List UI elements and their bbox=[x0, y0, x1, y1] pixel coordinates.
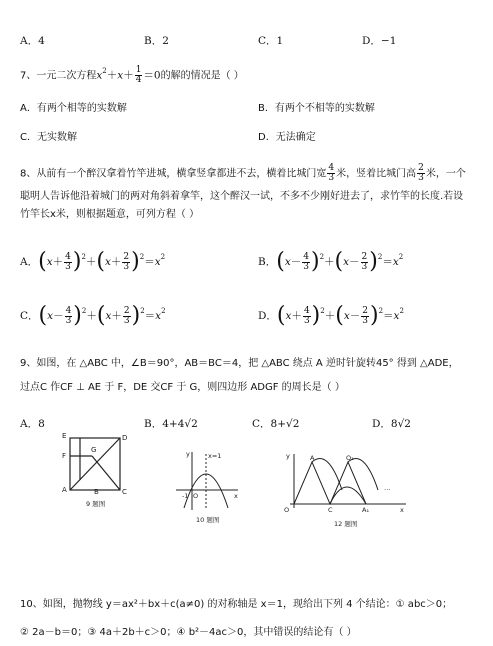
figure-9 bbox=[58, 430, 138, 510]
svg-text:x=1: x=1 bbox=[208, 452, 222, 460]
figure-12-caption: 12 题图 bbox=[334, 520, 358, 528]
svg-text:y: y bbox=[286, 452, 290, 460]
q8-line-2: 聪明人告诉他沿着城门的两对角斜着拿竿，这个醉汉一试，不多不少刚好进去了，求竹竿的长度.若设 bbox=[20, 191, 464, 202]
q6-option-c: C．1 bbox=[258, 35, 284, 47]
svg-text:x: x bbox=[400, 506, 404, 514]
svg-text:O₁: O₁ bbox=[346, 454, 354, 462]
q8-option-c: C．(x－ $\frac{4}{3}$ )$^2$＋(x＋ $\frac{2}{3}$ )$^2=x^2$ bbox=[20, 303, 166, 328]
q10-line-2: ② 2a－b＝0；③ 4a＋2b＋c＞0；④ b²－4ac＞0，其中错误的结论有（ ） bbox=[20, 627, 357, 638]
svg-text:A: A bbox=[310, 454, 315, 462]
q7-stem-prefix: 7、一元二次方程 bbox=[20, 70, 97, 82]
svg-text:A₁: A₁ bbox=[362, 506, 370, 514]
q9-option-d: D．8√2 bbox=[372, 418, 411, 430]
q9-option-b: B．4+4√2 bbox=[144, 418, 198, 430]
svg-text:D: D bbox=[122, 434, 128, 442]
q7-stem: 7、一元二次方程$x^2+x+$ $\frac{1}{4}$ ＝0的解的情况是（ ） bbox=[20, 65, 244, 85]
q7-option-d: D．无法确定 bbox=[258, 132, 316, 143]
svg-text:x: x bbox=[234, 492, 238, 500]
svg-text:E: E bbox=[62, 432, 67, 440]
svg-text:A: A bbox=[62, 486, 67, 494]
q8-line-3: 竹竿长x米，则根据题意，可列方程（ ） bbox=[20, 209, 200, 220]
figure-12 bbox=[280, 450, 410, 532]
svg-text:y: y bbox=[186, 450, 190, 458]
q8-option-d: D．(x＋ $\frac{4}{3}$ )$^2$＋(x－ $\frac{2}{3}$ )$^2=x^2$ bbox=[258, 303, 404, 328]
q10-line-1: 10、如图，抛物线 y＝ax²＋bx＋c(a≠0) 的对称轴是 x＝1，现给出下列 4 个结论：① abc＞0； bbox=[20, 599, 453, 610]
figure-10-caption: 10 题图 bbox=[196, 516, 220, 524]
q7-option-b: B．有两个不相等的实数解 bbox=[258, 103, 375, 114]
svg-text:G: G bbox=[91, 446, 97, 454]
svg-text:O: O bbox=[284, 506, 290, 514]
q7-option-a: A．有两个相等的实数解 bbox=[20, 103, 127, 114]
q9-option-a: A．8 bbox=[20, 418, 45, 430]
q9-line-2: 过点C 作CF ⊥ AE 于 F，DE 交CF 于 G，则四边形 ADGF 的周长是（ ） bbox=[20, 382, 345, 393]
figure-10 bbox=[172, 448, 242, 528]
q8-line-1: 8、从前有一个醉汉拿着竹竿进城，横拿竖拿都进不去，横着比城门宽 $\frac{4}{3}$ 米，竖着比城门高 $\frac{2}{3}$ 米，一个 bbox=[20, 163, 466, 183]
q6-option-d: D．−1 bbox=[362, 35, 397, 47]
q6-option-b: B．2 bbox=[144, 35, 169, 47]
svg-text:F: F bbox=[62, 452, 67, 460]
svg-text:C: C bbox=[122, 488, 127, 496]
svg-text:…: … bbox=[384, 484, 391, 492]
svg-text:-1: -1 bbox=[182, 492, 189, 500]
q8-option-a: A．(x＋ $\frac{4}{3}$ )$^2$＋(x＋ $\frac{2}{3}$ )$^2=x^2$ bbox=[20, 249, 166, 274]
q9-line-1: 9、如图，在 △ABC 中，∠B＝90°，AB＝BC＝4，把 △ABC 绕点 A 逆时针旋转45° 得到 △ADE， bbox=[20, 358, 459, 369]
svg-text:O: O bbox=[193, 492, 199, 500]
q7-stem-suffix: 的解的情况是（ ） bbox=[160, 70, 244, 82]
q8-option-b: B．(x－ $\frac{4}{3}$ )$^2$＋(x－ $\frac{2}{3}$ )$^2=x^2$ bbox=[258, 249, 404, 274]
q6-option-a: A．4 bbox=[20, 35, 45, 47]
svg-text:C: C bbox=[328, 506, 333, 514]
figure-9-caption: 9 题图 bbox=[86, 500, 106, 508]
svg-text:B: B bbox=[94, 488, 99, 496]
q9-option-c: C．8+√2 bbox=[252, 418, 300, 430]
q7-option-c: C．无实数解 bbox=[20, 132, 77, 143]
